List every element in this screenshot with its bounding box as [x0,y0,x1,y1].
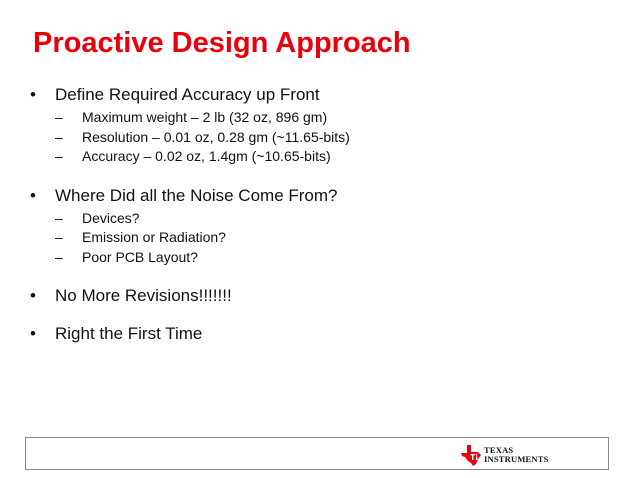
sub-bullet-dash: – [55,229,63,245]
sub-bullet-item [30,147,610,167]
bullet-item [30,323,610,345]
sub-bullet-dash: – [55,248,63,265]
bullet-dot: • [30,185,36,205]
bullet-group-noise [30,185,610,268]
slide-title: Proactive Design Approach [33,27,411,59]
bullet-item [30,185,610,207]
sub-bullet-list [30,209,610,268]
bullet-text: Define Required Accuracy up Front [55,85,320,104]
logo-line-2: INSTRUMENTS [484,454,549,464]
bullet-item [30,285,610,307]
ti-logo [461,444,549,466]
sub-bullet-text: Accuracy – 0.02 oz, 1.4gm (~10.65-bits) [82,148,331,164]
sub-bullet-text: Emission or Radiation? [82,229,226,245]
sub-bullet-text: Devices? [82,209,140,226]
bullet-dot: • [30,286,36,305]
bullet-list [30,84,610,363]
logo-line-1: TEXAS [484,445,514,455]
bullet-dot: • [30,324,36,343]
bullet-group-accuracy [30,84,610,167]
sub-bullet-item [30,128,610,148]
bullet-item [30,84,610,106]
bullet-group-revisions [30,285,610,307]
sub-bullet-text: Resolution – 0.01 oz, 0.28 gm (~11.65-bits) [82,128,350,145]
bullet-text: No More Revisions!!!!!!! [55,286,232,305]
sub-bullet-item [30,209,610,229]
sub-bullet-dash: – [55,109,63,125]
bullet-group-first-time [30,323,610,345]
bullet-text: Right the First Time [55,324,203,343]
sub-bullet-text: Poor PCB Layout? [82,248,198,265]
sub-bullet-text: Maximum weight – 2 lb (32 oz, 896 gm) [82,109,328,125]
sub-bullet-dash: – [55,128,63,145]
logo-wordmark [484,446,549,464]
bullet-text: Where Did all the Noise Come From? [55,185,338,205]
bullet-dot: • [30,85,36,104]
sub-bullet-list [30,108,610,167]
sub-bullet-dash: – [55,148,63,164]
sub-bullet-item [30,248,610,268]
sub-bullet-item [30,108,610,128]
texas-state-icon [461,445,481,466]
sub-bullet-item [30,228,610,248]
sub-bullet-dash: – [55,209,63,226]
